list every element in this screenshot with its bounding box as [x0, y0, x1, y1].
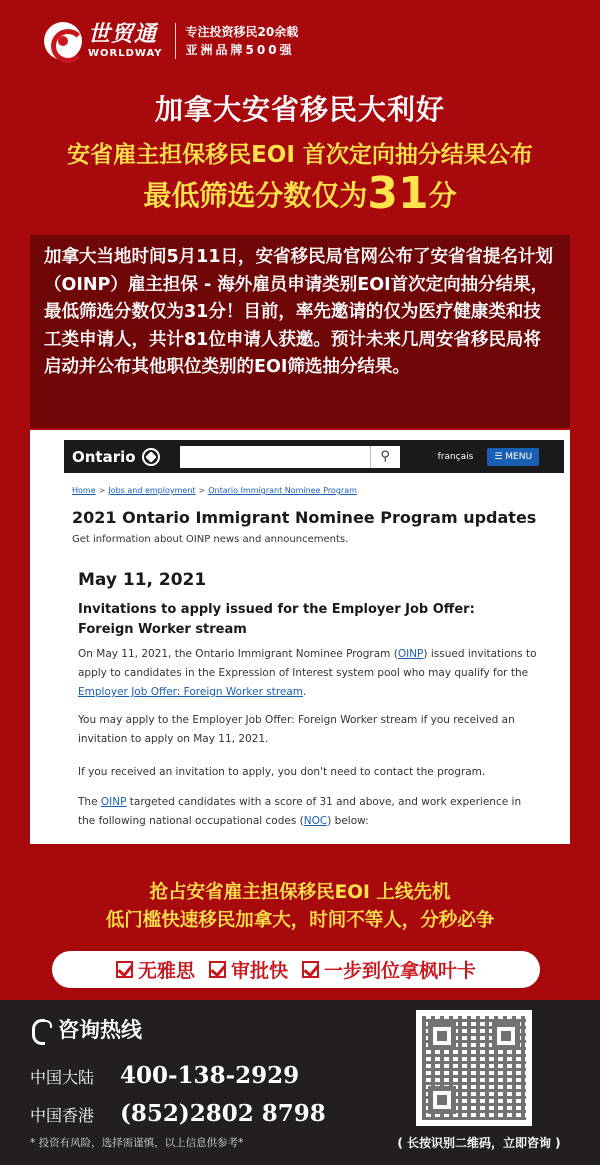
text-span: The [78, 796, 101, 808]
language-link[interactable]: français [437, 451, 474, 462]
worldway-logo-icon [44, 22, 82, 60]
brand-tagline [186, 23, 299, 59]
mainland-hotline[interactable] [30, 1062, 299, 1089]
breadcrumb-separator: > [198, 486, 206, 495]
breadcrumb-separator: > [98, 486, 106, 495]
headline-main: 加拿大安省移民大利好 [154, 93, 445, 126]
menu-button[interactable]: ☰ MENU [487, 448, 539, 466]
feature-pill [52, 951, 540, 988]
ontario-page-screenshot [30, 430, 570, 844]
qr-finder [428, 1022, 456, 1050]
feature-label: 审批快 [230, 960, 288, 982]
promo-line-1: 抢占安省雇主担保移民EOI 上线先机 [149, 882, 451, 903]
update-paragraph-1 [78, 645, 538, 702]
checkbox-icon [302, 961, 319, 978]
search-icon[interactable]: ⚲ [370, 446, 400, 468]
trillium-icon [142, 448, 160, 466]
hk-hotline[interactable] [30, 1100, 326, 1127]
feature-pr-card [302, 956, 476, 983]
update-date: May 11, 2021 [78, 570, 207, 590]
headline-score-suffix: 分 [428, 179, 457, 212]
phone-icon [30, 1017, 52, 1041]
page-title: 2021 Ontario Immigrant Nominee Program updates [72, 508, 537, 527]
intro-paragraph: 加拿大当地时间5月11日，安省移民局官网公布了安省省提名计划（OINP）雇主担保 - 海外雇员申请类别EOI首次定向抽分结果，最低筛选分数仅为31分！目前，率先邀请的仅为医疗健康类和技工类申请人，共计81位申请人获邀。预计未来几周安省移民局将启动并公布其他职位类别的EOI筛选抽分结果。 [30, 235, 570, 428]
feature-label: 无雅思 [137, 960, 195, 982]
feature-no-ielts [116, 956, 195, 983]
footer [0, 1000, 600, 1165]
mainland-label: 中国大陆 [30, 1068, 95, 1087]
promo-line-2: 低门槛快速移民加拿大，时间不等人，分秒必争 [105, 910, 495, 931]
headline-score [0, 168, 600, 219]
text-span: targeted candidates with a score of 31 and above, and work experience in the following national occupational codes ( [78, 796, 522, 827]
headline-sub: 安省雇主担保移民EOI 首次定向抽分结果公布 [67, 142, 533, 168]
update-heading: Invitations to apply issued for the Employer Job Offer: Foreign Worker stream [78, 602, 475, 637]
qr-code-icon [422, 1016, 526, 1120]
brand-name-cn: 世贸通 [88, 21, 158, 47]
update-paragraph-4 [78, 793, 538, 831]
ontario-search-input[interactable] [180, 446, 400, 468]
update-paragraph-3: If you received an invitation to apply, you don't need to contact the program. [78, 766, 486, 778]
risk-note: * 投资有风险，选择需谨慎，以上信息供参考* [30, 1137, 244, 1149]
breadcrumb [72, 486, 357, 495]
ontario-logo[interactable] [72, 448, 160, 466]
headline-score-prefix: 最低筛选分数仅为 [143, 179, 368, 212]
breadcrumb-jobs[interactable]: Jobs and employment [108, 486, 196, 495]
foreign-worker-stream-link[interactable]: Employer Job Offer: Foreign Worker stream [78, 686, 304, 698]
tagline-line-2: 亚洲品牌500强 [185, 43, 295, 57]
feature-label: 一步到位拿枫叶卡 [324, 960, 477, 982]
qr-caption: ( 长按识别二维码，立即咨询 ) [397, 1136, 561, 1150]
text-span: On May 11, 2021, the Ontario Immigrant Nominee Program ( [78, 648, 398, 660]
hk-number[interactable]: (852)2802 8798 [120, 1100, 326, 1127]
update-paragraph-2: You may apply to the Employer Job Offer: Foreign Worker stream if you received an invitation to apply on May 11, 2021. [78, 714, 515, 745]
oinp-link[interactable]: OINP [397, 648, 424, 660]
brand-logo [44, 18, 298, 64]
hotline-title [30, 1014, 142, 1044]
breadcrumb-home[interactable]: Home [72, 486, 96, 495]
noc-link[interactable]: NOC [303, 815, 328, 827]
checkbox-icon [209, 961, 226, 978]
qr-code[interactable] [416, 1010, 532, 1126]
oinp-link[interactable]: OINP [100, 796, 127, 808]
text-span: ) below: [327, 815, 369, 827]
mainland-number[interactable]: 400-138-2929 [120, 1062, 300, 1089]
breadcrumb-oinp[interactable]: Ontario Immigrant Nominee Program [208, 486, 357, 495]
tagline-line-1: 专注投资移民20余载 [185, 25, 299, 39]
headline-score-number: 31 [367, 168, 429, 219]
page-subtitle: Get information about OINP news and announcements. [72, 534, 349, 545]
text-span: ) issued invitations to apply to candidates in the Expression of Interest system pool who may qualify for the [78, 648, 537, 679]
qr-finder [492, 1022, 520, 1050]
hk-label: 中国香港 [30, 1106, 95, 1125]
feature-fast-approval [209, 956, 288, 983]
checkbox-icon [116, 961, 133, 978]
logo-divider [175, 23, 176, 59]
ontario-logo-text: Ontario [72, 447, 136, 466]
hotline-title-text: 咨询热线 [58, 1018, 142, 1042]
ontario-header-bar [64, 440, 564, 473]
text-span: . [303, 686, 307, 698]
qr-finder [428, 1086, 456, 1114]
brand-name-en: WORLDWAY [88, 47, 163, 59]
